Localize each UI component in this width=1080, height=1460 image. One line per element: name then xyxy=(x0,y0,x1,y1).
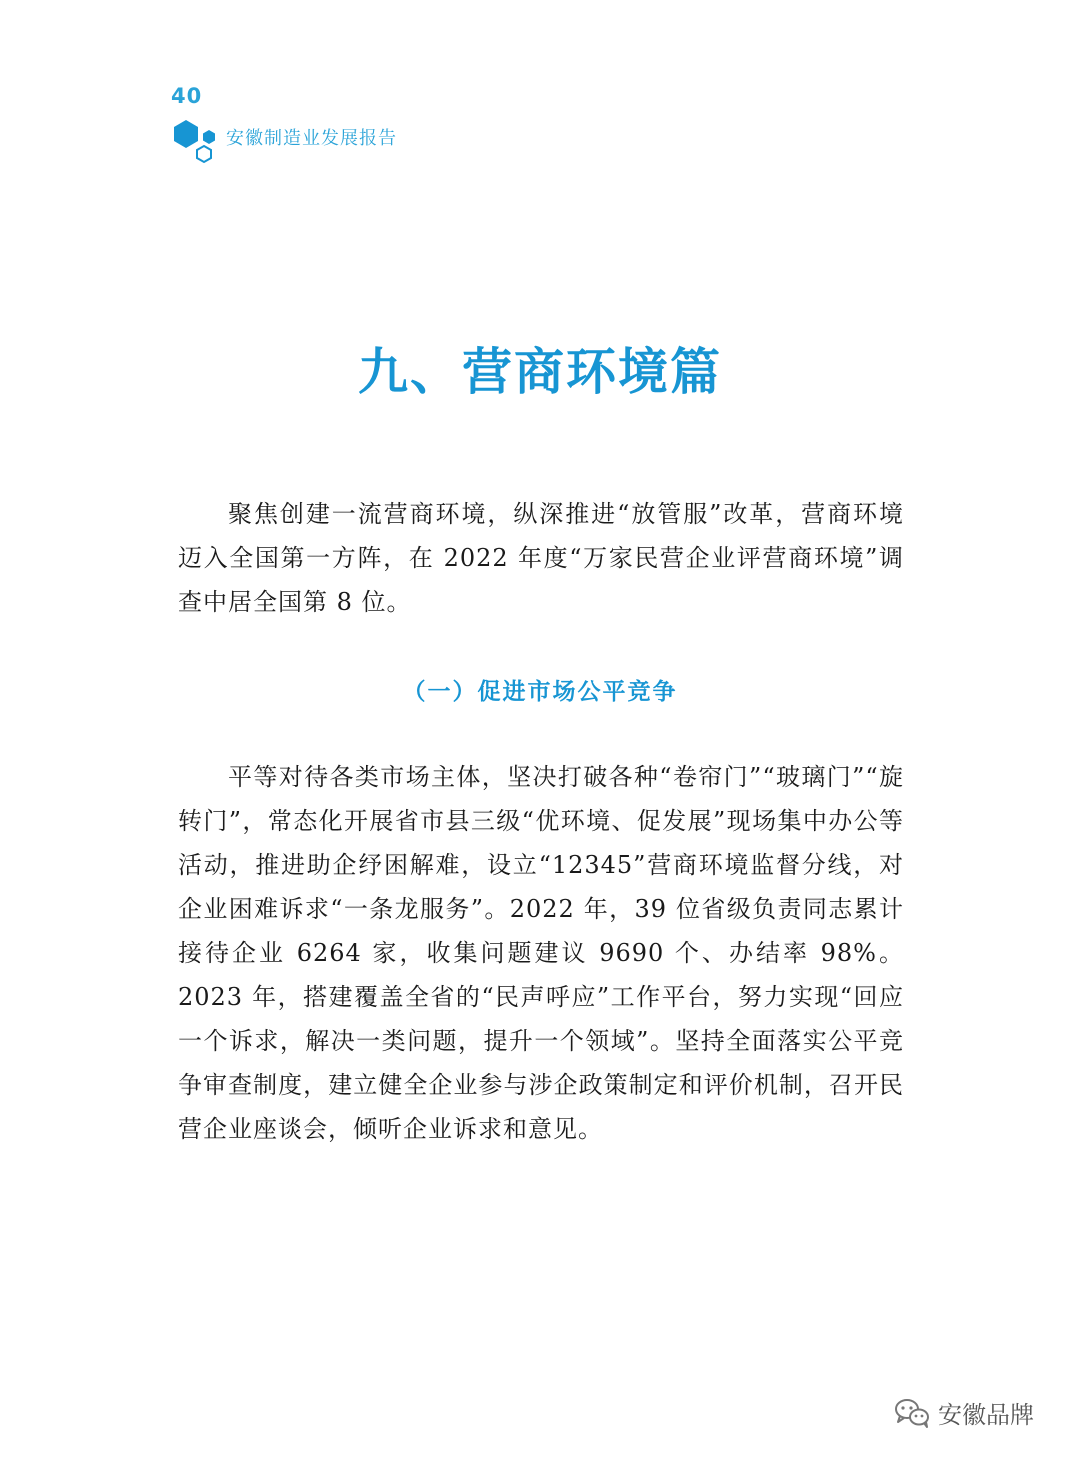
wechat-icon xyxy=(894,1397,930,1429)
chapter-intro-paragraph: 聚焦创建一流营商环境，纵深推进“放管服”改革，营商环境迈入全国第一方阵，在 2022 年度“万家民营企业评营商环境”调查中居全国第 8 位。 xyxy=(178,500,904,616)
watermark xyxy=(894,1395,1034,1430)
running-title: 安徽制造业发展报告 xyxy=(226,128,397,149)
chapter-title: 九、营商环境篇 xyxy=(358,343,722,401)
watermark-text: 安徽品牌 xyxy=(938,1401,1034,1429)
section-body-paragraph: 平等对待各类市场主体，坚决打破各种“卷帘门”“玻璃门”“旋转门”，常态化开展省市县三级“优环境、促发展”现场集中办公等活动，推进助企纾困解难，设立“12345”营商环境监督分线，对企业困难诉求“一条龙服务”。2022 年，39 位省级负责同志累计接待企业 6264 家，收集问题建议 9690 个、办结率 98%。2023 年，搭建覆盖全省的“民声呼应”工作平台，努力实现“回应一个诉求，解决一类问题，提升一个领域”。坚持全面落实公平竞争审查制度，建立健全企业参与涉企政策制定和评价机制，召开民营企业座谈会，倾听企业诉求和意见。 xyxy=(178,763,904,1143)
hexagon-cluster-icon xyxy=(172,118,218,166)
section-heading: （一）促进市场公平竞争 xyxy=(402,679,678,705)
page-number: 40 xyxy=(171,84,203,108)
